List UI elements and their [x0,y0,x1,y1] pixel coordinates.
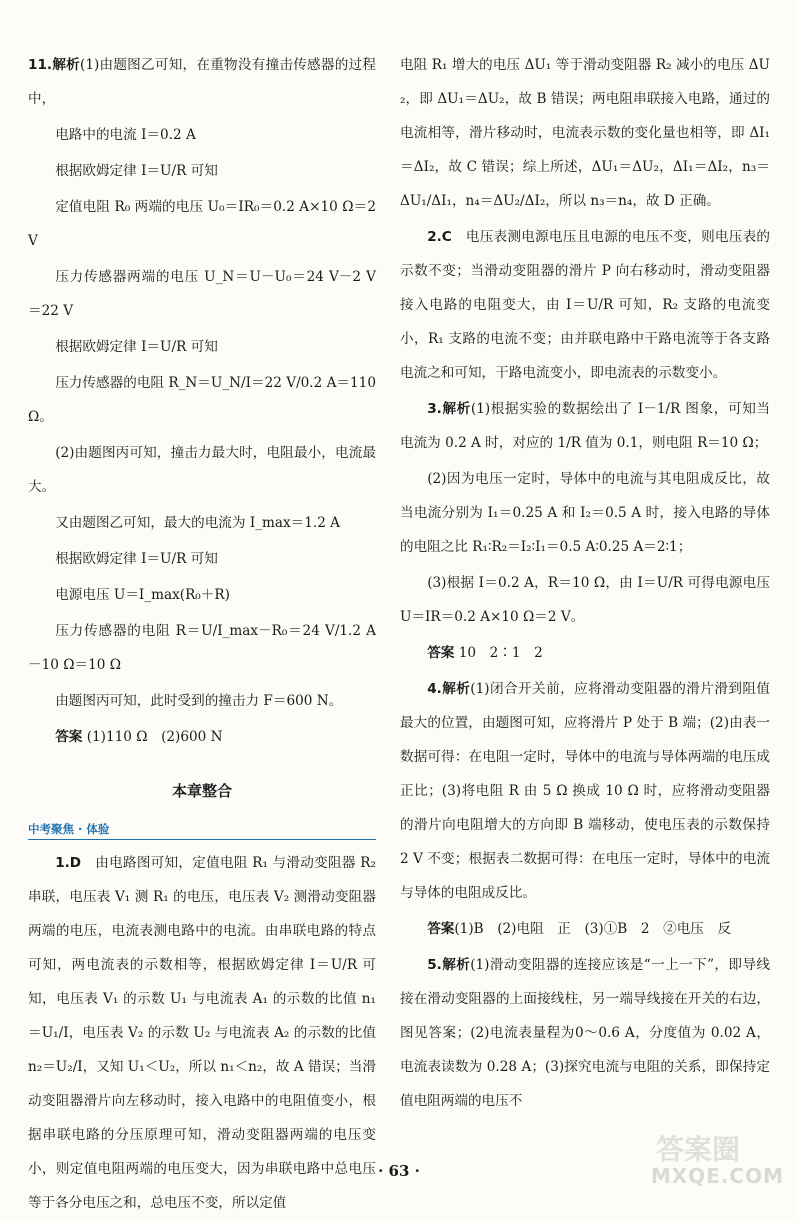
left-paragraph [28,720,376,754]
question-number: 3. [427,401,442,417]
paragraph-text: (2)由题图丙可知，撞击力最大时，电阻最小，电流最大。 [28,445,376,495]
right-paragraph [400,912,770,946]
paragraph-text: 根据欧姆定律 I＝U/R 可知 [55,163,218,179]
paragraph-text: 压力传感器两端的电压 U_N＝U－U₀＝24 V－2 V＝22 V [28,269,376,319]
left-paragraph [28,260,376,328]
left-paragraph [28,436,376,504]
left-paragraph [28,118,376,152]
left-paragraph [28,190,376,258]
right-column [400,48,770,1120]
question-number: 5. [427,957,442,973]
left-paragraph [28,578,376,612]
left-paragraph [28,154,376,188]
keyword-label: 答案 [427,921,455,937]
keyword-label: 解析 [441,681,471,697]
paragraph-text: 电阻 R₁ 增大的电压 ΔU₁ 等于滑动变阻器 R₂ 减小的电压 ΔU₂，即 ΔU₁＝ΔU₂，故 B 错误；两电阻串联接入电路，通过的电流相等，滑片移动时，电流表示数的变化量也相等，即 ΔI₁＝ΔI₂，故 C 错误；综上所述，ΔU₁＝ΔU₂，ΔI₁＝ΔI₂，n₃＝ΔU₁/ΔI₁，n₄＝ΔU₂/ΔI₂，所以 n₃＝n₄，故 D 正确。 [400,57,770,209]
right-paragraph [400,566,770,634]
paragraph-text: (1)110 Ω (2)600 N [82,729,223,745]
watermark-url: MXQE.COM [650,1164,784,1188]
paragraph-text: 压力传感器的电阻 R＝U/I_max－R₀＝24 V/1.2 A－10 Ω＝10 Ω [28,623,376,673]
right-paragraph [400,462,770,564]
left-paragraph [28,614,376,682]
left-column [28,48,376,1222]
left-paragraph [28,330,376,364]
paragraph-text: (1)滑动变阻器的连接应该是“一上一下”，即导线接在滑动变阻器的上面接线柱，另一端导线接在开关的右边，图见答案；(2)电流表量程为0～0.6 A，分度值为 0.02 A，电流表读数为 0.28 A；(3)探究电流与电阻的关系，即保持定值电阻两端的电压不 [400,957,771,1109]
paragraph-text: 电压表测电源电压且电源的电压不变，则电压表的示数不变；当滑动变阻器的滑片 P 向右移动时，滑动变阻器接入电路的电阻变大，由 I＝U/R 可知，R₂ 支路的电流变小，R₁ 支路的电流不变；由并联电路中干路电流等于各支路电流之和可知，干路电流变小，即电流表的示数变小。 [400,229,771,381]
right-paragraph [400,220,770,390]
paragraph-text: (1)由题图乙可知，在重物没有撞击传感器的过程中， [28,57,376,107]
right-paragraph [400,948,770,1118]
paragraph-text: 10 2∶1 2 [454,645,543,661]
paragraph-text: 电路中的电流 I＝0.2 A [55,127,196,143]
section-title: 本章整合 [171,782,232,800]
paragraph-text: (1)根据实验的数据绘出了 I－1/R 图象，可知当电流为 0.2 A 时，对应的 1/R 值为 0.1，则电阻 R＝10 Ω； [400,401,771,451]
keyword-label: 答案 [55,729,83,745]
paragraph-text: (3)根据 I＝0.2 A，R＝10 Ω，由 I＝U/R 可得电源电压 U＝IR＝0.2 A×10 Ω＝2 V。 [400,575,770,625]
right-paragraph [400,392,770,460]
left-paragraph [28,542,376,576]
left-paragraph [28,48,376,116]
question-number: 2.C [427,229,466,245]
question-number: 4. [427,681,442,697]
paragraph-text: 由题图丙可知，此时受到的撞击力 F＝600 N。 [55,693,343,709]
page-number: · 63 · [378,1162,420,1180]
paragraph-text: 根据欧姆定律 I＝U/R 可知 [55,551,218,567]
paragraph-text: 定值电阻 R₀ 两端的电压 U₀＝IR₀＝0.2 A×10 Ω＝2 V [28,199,376,249]
keyword-label: 解析 [441,401,471,417]
left-paragraph [28,506,376,540]
paragraph-text: 根据欧姆定律 I＝U/R 可知 [55,339,218,355]
watermark-logo [650,1128,790,1192]
paragraph-text: 由电路图可知，定值电阻 R₁ 与滑动变阻器 R₂ 串联，电压表 V₁ 测 R₁ 的电压，电压表 V₂ 测滑动变阻器两端的电压，电流表测电路中的电流。由串联电路的特点可知，两电流表的示数相等，根据欧姆定律 I＝U/R 可知，电压表 V₁ 的示数 U₁ 与电流表 A₁ 的示数的比值 n₁＝U₁/I，电压表 V₂ 的示数 U₂ 与电流表 A₂ 的示数的比值 n₂＝U₂/I，又知 U₁＜U₂，所以 n₁＜n₂，故 A 错误；当滑动变阻器滑片向左移动时，接入电路中的电阻值变小，根据串联电路的分压原理可知，滑动变阻器两端的电压变小，则定值电阻两端的电压变大，因为串联电路中总电压等于各分电压之和，总电压不变，所以定值 [28,855,376,1211]
left-paragraph [28,684,376,718]
paragraph-text: 压力传感器的电阻 R_N＝U_N/I＝22 V/0.2 A＝110 Ω。 [28,375,376,425]
paragraph-text: 电源电压 U＝I_max(R₀＋R) [55,587,230,603]
watermark-logo-text: 答案圈 [655,1133,740,1166]
question-number: 11. [28,57,53,73]
question-number: 1.D [55,855,96,871]
paragraph-text: (1)B (2)电阻 正 (3)①B 2 ②电压 反 [454,921,732,937]
right-paragraph [400,48,770,218]
subsection-heading: 中考聚焦 · 体验 [28,821,376,840]
right-paragraph [400,672,770,910]
paragraph-text: (2)因为电压一定时，导体中的电流与其电阻成反比，故当电流分别为 I₁＝0.25 A 和 I₂＝0.5 A 时，接入电路的导体的电阻之比 R₁∶R₂＝I₂∶I₁＝0.5 A∶0.25 A＝2∶1； [400,471,770,555]
keyword-label: 解析 [441,957,471,973]
left-paragraph [28,366,376,434]
keyword-label: 解析 [52,57,81,73]
right-paragraph [400,636,770,670]
paragraph-text: (1)闭合开关前，应将滑动变阻器的滑片滑到阻值最大的位置，由题图可知，应将滑片 P 处于 B 端；(2)由表一数据可得：在电阻一定时，导体中的电流与导体两端的电压成正比；(3)将电阻 R 由 5 Ω 换成 10 Ω 时，应将滑动变阻器的滑片向电阻增大的方向即 B 端移动，使电压表的示数保持 2 V 不变；根据表二数据可得：在电压一定时，导体中的电流与导体的电阻成反比。 [400,681,770,901]
keyword-label: 答案 [427,645,455,661]
paragraph-text: 又由题图乙可知，最大的电流为 I_max＝1.2 A [55,515,340,531]
